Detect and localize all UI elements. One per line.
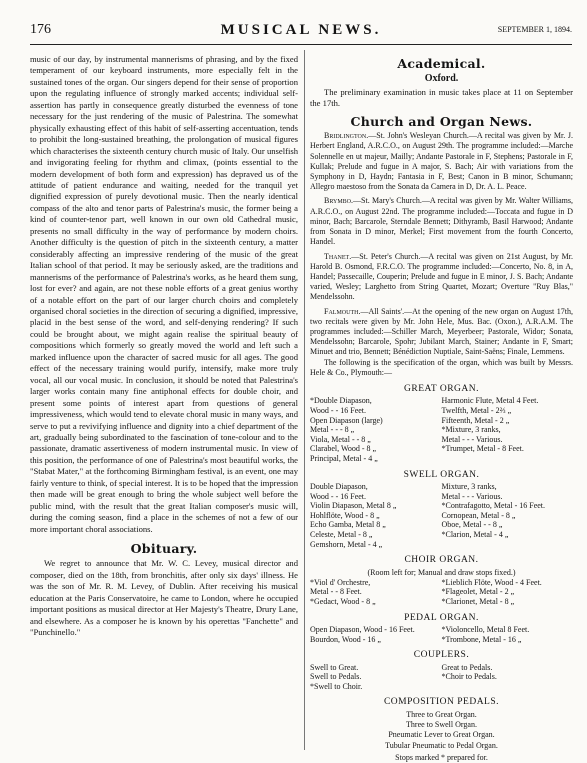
news-item — [310, 252, 573, 303]
stop-row — [310, 663, 573, 673]
stop-row — [310, 482, 573, 492]
couplers-list — [310, 663, 573, 692]
pedal-organ-stops — [310, 625, 573, 644]
stop-row — [310, 635, 573, 645]
great-organ-stops — [310, 396, 573, 463]
news-item — [310, 131, 573, 192]
stop-right: Harmonic Flute, Metal 4 Feet. — [441, 396, 539, 406]
obituary-text: We regret to announce that Mr. W. C. Levey, musical director and composer, died on the 18th, from bronchitis, after only six days' illness. He was the son of Mr. R. M. Levey, of Dublin. After receiving his musical education at the Paris Conservatoire, he came to London, where he occupied important positions as musical director at Her Majesty's Theatre, Drury Lane, and elsewhere. As a composer he is known by his operettas "Fanchette" and "Punchinello." — [30, 558, 298, 638]
stop-row — [310, 406, 573, 416]
stop-left: Principal, Metal - 4 „ — [310, 453, 378, 463]
composition-pedals-list — [310, 710, 573, 763]
stop-right: *Clarionet, Metal - 8 „ — [441, 597, 515, 606]
header-rule — [30, 44, 572, 45]
stop-left: Open Diapason, Wood - 16 Feet. — [310, 625, 415, 635]
composition-item: Three to Great Organ. — [406, 709, 477, 719]
stop-left: Double Diapason, — [310, 482, 368, 491]
news-text: —St. Peter's Church.—A recital was given on 21st August, by Mr. Harold B. Osmond, F.R.C.O. The programme included:—Concerto, No. 8, in A, Handel; Passecaille, Couperin; Prelude and fugue in E minor, J. S. Bach; Andante varied, Wesley; Larghetto from String Quartet, Mozart; Overture "Ruy Blas," Mendelssohn. — [310, 251, 573, 302]
composition-item: Pneumatic Lever to Great Organ. — [388, 730, 495, 740]
stop-left: *Viol d' Orchestre, — [310, 577, 371, 587]
stop-left: Swell to Pedals. — [310, 672, 362, 682]
news-place: Falmouth. — [324, 306, 361, 316]
stop-row — [310, 520, 573, 530]
stop-right — [442, 454, 574, 464]
stop-row — [310, 425, 573, 435]
issue-date: SEPTEMBER 1, 1894. — [497, 25, 572, 34]
page-title: MUSICAL NEWS. — [220, 22, 382, 38]
stop-right: Great to Pedals. — [441, 662, 493, 672]
stop-left: Wood - - 16 Feet. — [310, 405, 367, 415]
swell-organ-stops — [310, 482, 573, 549]
stop-row — [310, 501, 573, 511]
news-item — [310, 196, 573, 247]
stop-left: Metal - - 8 Feet. — [310, 587, 362, 597]
stop-right: *Contrafagotto, Metal - 16 Feet. — [441, 501, 546, 511]
stop-left: Gemshorn, Metal - 4 „ — [310, 539, 383, 549]
specification-intro: The following is the specification of the organ, which was built by Messrs. Hele & Co., Plymouth:— — [310, 357, 573, 377]
stop-left: Viola, Metal - - 8 „ — [310, 434, 371, 444]
pedal-organ-title: PEDAL ORGAN. — [404, 612, 479, 623]
stop-row — [310, 682, 573, 692]
stop-row — [310, 492, 573, 502]
stop-right: *Lieblich Flöte, Wood - 4 Feet. — [441, 577, 542, 587]
stop-right: Fifteenth, Metal - 2 „ — [441, 415, 510, 425]
stop-left: Wood - - 16 Feet. — [310, 491, 367, 501]
academical-heading: Academical. — [397, 56, 486, 71]
stop-right: *Flageolet, Metal - 2 „ — [441, 587, 515, 597]
stop-row — [310, 530, 573, 540]
stop-left: *Gedact, Wood - 8 „ — [310, 597, 376, 606]
stop-left: Metal - - - 8 „ — [310, 425, 355, 435]
stop-right: *Mixture, 3 ranks, — [441, 425, 501, 435]
stop-right: *Clarion, Metal - 4 „ — [441, 529, 509, 539]
stop-right: Mixture, 3 ranks, — [441, 482, 497, 491]
choir-organ-title: CHOIR ORGAN. — [404, 555, 479, 566]
stop-right: Twelfth, Metal - 2⅔ „ — [441, 405, 512, 415]
stop-left: Bourdon, Wood - 16 „ — [310, 634, 381, 644]
stop-right — [442, 540, 574, 550]
couplers-title: COUPLERS. — [413, 650, 470, 661]
stop-right: Oboe, Metal - - 8 „ — [441, 520, 503, 530]
stop-row — [310, 416, 573, 426]
composition-pedals-title: COMPOSITION PEDALS. — [383, 697, 500, 708]
stop-row — [310, 511, 573, 521]
news-place: Bridlington. — [324, 131, 369, 141]
stop-right: Cornopean, Metal - 8 „ — [441, 510, 516, 520]
great-organ-title: GREAT ORGAN. — [404, 383, 479, 394]
stop-row — [310, 435, 573, 445]
stop-right — [442, 682, 574, 692]
stop-row — [310, 444, 573, 454]
right-column — [310, 54, 573, 762]
stop-right: Metal - - - Various. — [441, 434, 503, 444]
choir-organ-note: (Room left for; Manual and draw stops fixed.) — [367, 567, 516, 577]
stop-row — [310, 625, 573, 635]
page-header — [30, 22, 572, 42]
page-number: 176 — [30, 22, 51, 37]
stop-left: *Swell to Choir. — [310, 681, 363, 691]
column-divider — [304, 50, 305, 750]
stop-left: Hohlflöte, Wood - 8 „ — [310, 510, 380, 520]
article-body: music of our day, by instrumental mannerisms of phrasing, and by the fixed temperament of our keyboard instruments, more especially felt in the sustained tones of the organ. Our singers depend for their sense of proportion upon the regulating influence of strongly marked accents; individual self-assertion has partly in consequence greatly disturbed the evenness of tone necessary for the just rendering of the music of Palestrina. The somewhat physically exhausting effect of this habit of self-asserting accentuation, tends to prohibit the long-sustained breathing, the prolongation of musical figures which characterises the sixteenth century church music of Italy. Our unselfish and invigorating feeling for rhythm and climax, (points essential to the modern development of both form and expression) has depraved us of the attitude of patient endurance and waiting, needed for the tranquil yet dignified expression of purely devotional music. Then the nearly identical compass of the alto and tenor parts of Palestrina's music, the former being a kind of counter-tenor part, well known in our own old Cathedral music, presents no small difficulty in the way of performance by modern choirs. Another difficulty is the question of pitch in the sixteenth century, a matter considerably affecting an impressive rendering of the music of the great Italian school of that period. It may be seriously asked, are the traditions and mannerisms of the performance of Palestrina's works, as he heard them sung, lost for ever? and again, are not these noble efforts of a great genius worthy of a notable effort on the part of our larger church choirs and completely organised choral societies in the direction of securing a dignified, impressive, placid in the best sense of the word, and self-denying rendering? If such could be brought about, we might again realise the spiritual beauty of compositions which formerly so greatly moved the world and left such a marked influence upon the character of sacred music for all ages. The good effect of the necessary training would purify, intensify, make more truly vocal, all our vocal music. In conclusion, it should be noted that Palestrina's larger works contain many fine antiphonal effects for double choir, and present some points of interest apart from questions of general impressiveness, which would tend to elevate choral music in many ways, and serve to put a revivifying influence and dignity into a chief department of the art, gradually being subordinated to the fascination of tone-colour and to the passionate, dramatic assertiveness of modern instrumental music. In view of this position, the performance of one of Palestrina's most beautiful works, the "Stabat Mater," at the forthcoming Birmingham festival, is an event, one may fairly venture to think, of special interest. It is to be hoped that the impression then made will be great enough to bring the whole subject well before the public mind, with the result that the great Italian composer's music will, during the coming season, find a place in the schemes of not a few of our more important choral associations. — [30, 54, 298, 534]
news-text: —St. Mary's Church.—A recital was given by Mr. Walter Williams, A.R.C.O., on August 22nd. The programme included:—Toccata and fugue in D minor, Bach; Barcarole, Sterndale Bennett; Dithyramb, Basil Harwood; Andante from Sonata in D minor, Merkel; First movement from the fourth Concerto, Handel. — [310, 196, 573, 247]
stop-row — [310, 597, 573, 607]
news-place: Thanet. — [324, 251, 352, 261]
swell-organ-title: SWELL ORGAN. — [403, 469, 480, 480]
stop-right: *Trombone, Metal - 16 „ — [441, 634, 522, 644]
stop-row — [310, 454, 573, 464]
stop-right: Metal - - - Various. — [441, 491, 503, 501]
stops-prepared-note: Stops marked * prepared for. — [395, 752, 488, 762]
stop-row — [310, 540, 573, 550]
news-place: Brymbo. — [324, 196, 354, 206]
stop-left: Open Diapason (large) — [310, 415, 383, 425]
stop-left: Celeste, Metal - 8 „ — [310, 529, 373, 539]
news-text: —St. John's Wesleyan Church.—A recital was given by Mr. J. Herbert England, A.R.C.O., on August 29th. The programme included:—Marche Solennelle en ut majeur, Mailly; Andante Pastorale in F, Stephens; Pastorale in F, Kullak; Prelude and fugue in A major, S. Bach; Air with variations from the Symphony in D, Haydn; Fantasia in F, Best; Canon in B minor, Schumann; Allegro maestoso from the Sonata da Camera in D, Dr. A. L. Peace. — [310, 131, 573, 192]
left-column — [30, 54, 298, 744]
stop-row — [310, 587, 573, 597]
oxford-subheading: Oxford. — [424, 73, 459, 85]
stop-left: Echo Gamba, Metal 8 „ — [310, 520, 386, 530]
stop-row — [310, 578, 573, 588]
news-text: —All Saints'.—At the opening of the new organ on August 17th, two recitals were given by Mr. John Hele, Mus. Bac. (Oxon.), A.R.A.M. The programmes included:—Schiller March, Meyerbeer; Pastorale, Widor; Sonata, Mendelssohn; Barcarole, Spohr; Jubilant March, Stainer; Andante in F, Smart; Minuet and trio, Bennett; Bénédiction Nuptiale, Saint-Saëns; Finale, Lemmens. — [310, 306, 573, 357]
stop-right: *Choir to Pedals. — [441, 672, 497, 682]
stop-right: *Trumpet, Metal - 8 Feet. — [441, 444, 524, 454]
stop-row — [310, 396, 573, 406]
stop-left: Swell to Great. — [310, 662, 359, 672]
church-organ-heading: Church and Organ News. — [350, 113, 533, 129]
composition-item: Three to Swell Organ. — [406, 720, 477, 730]
stop-left: Clarabel, Wood - 8 „ — [310, 444, 377, 454]
stop-row — [310, 672, 573, 682]
stop-left: *Double Diapason, — [310, 396, 372, 406]
stop-right: *Violoncello, Metal 8 Feet. — [441, 625, 530, 635]
stop-left: Violin Diapason, Metal 8 „ — [310, 501, 397, 511]
oxford-text: The preliminary examination in music takes place at 11 on September the 17th. — [310, 86, 573, 109]
choir-organ-stops — [310, 578, 573, 607]
news-item — [310, 307, 573, 358]
obituary-heading: Obituary. — [130, 541, 198, 557]
composition-item: Tubular Pneumatic to Pedal Organ. — [385, 740, 498, 750]
